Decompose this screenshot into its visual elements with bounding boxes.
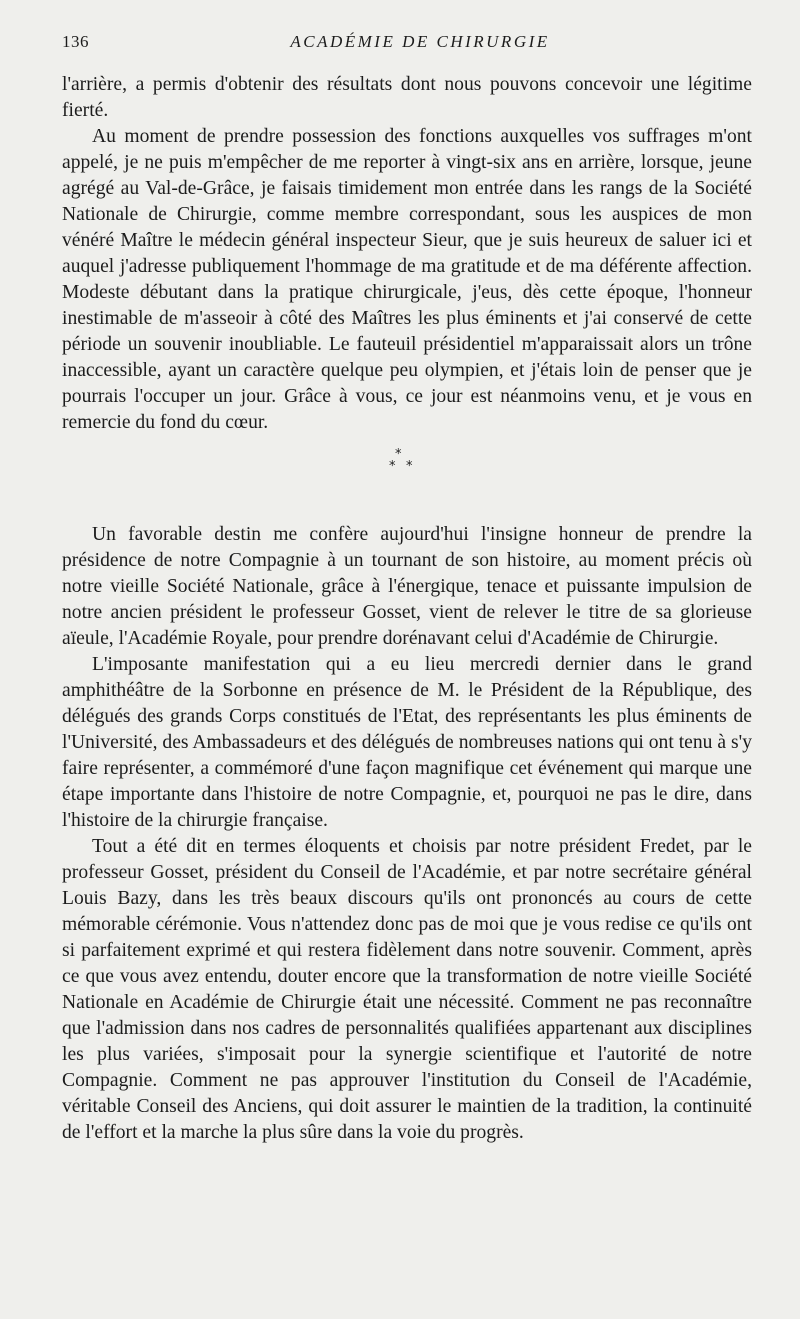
- paragraph-speeches: Tout a été dit en termes éloquents et choisis par notre président Fredet, par le professeur Gosset, président du Conseil de l'Académie, et par notre secrétaire général Louis Bazy, dans les très beaux discours qu'ils ont prononcés au cours de cette mémorable cérémonie. Vous n'attendez donc pas de moi que je vous redise ce qu'ils ont si parfaitement exprimé et qui restera fidèlement dans notre souvenir. Comment, après ce que vous avez entendu, douter encore que la transformation de notre vieille Société Nationale en Académie de Chirurgie était une nécessité. Comment ne pas reconnaître que l'admission dans nos cadres de personnalités qualifiées appartenant aux disciplines les plus variées, s'imposait pour la synergie scientifique et l'autorité de notre Compagnie. Comment ne pas approuver l'institution du Conseil de l'Académie, véritable Conseil des Anciens, qui doit assurer le maintien de la tradition, la continuité de l'effort et la marche la plus sûre dans la voie du progrès.: [62, 836, 752, 1143]
- asterism-star-left: *: [389, 459, 396, 474]
- paragraph-continuation: l'arrière, a permis d'obtenir des résultats dont nous pouvons concevoir une légitime fierté.: [62, 74, 752, 121]
- paragraph-academy-destiny: Un favorable destin me confère aujourd'hui l'insigne honneur de prendre la présidence de notre Compagnie à un tournant de son histoire, au moment précis où notre vieille Société Nationale, grâce à l'énergique, tenace et puissante impulsion de notre ancien président le professeur Gosset, vient de relever le titre de sa glorieuse aïeule, l'Académie Royale, pour prendre dorénavant celui d'Académie de Chirurgie.: [62, 524, 752, 649]
- paragraph-presidency-intro: Au moment de prendre possession des fonctions auxquelles vos suffrages m'ont appelé, je ne puis m'empêcher de me reporter à vingt-six ans en arrière, lorsque, jeune agrégé au Val-de-Grâce, je faisais timidement mon entrée dans les rangs de la Société Nationale de Chirurgie, comme membre correspondant, sous les auspices de mon vénéré Maître le médecin général inspecteur Sieur, que je suis heureux de saluer ici et auquel j'adresse publiquement l'hommage de ma gratitude et de ma déférente affection. Modeste débutant dans la pratique chirurgicale, j'eus, dès cette époque, l'honneur inestimable de m'asseoir à côté des Maîtres les plus éminents et j'ai conservé de cette période un souvenir inoubliable. Le fauteuil présidentiel m'apparaissait alors un trône inaccessible, ayant un caractère quelque peu olympien, et j'étais loin de penser que je pourrais l'occuper un jour. Grâce à vous, ce jour est néanmoins venu, et je vous en remercie du fond du cœur.: [62, 126, 752, 433]
- document-body: [62, 72, 752, 1146]
- asterism-star-right: *: [406, 459, 413, 474]
- section-asterism: [62, 436, 752, 522]
- asterism-star-top: *: [395, 447, 402, 462]
- page-header: [62, 32, 752, 56]
- page-number: 136: [62, 32, 89, 51]
- running-title: ACADÉMIE DE CHIRURGIE: [290, 32, 550, 51]
- paragraph-sorbonne-ceremony: L'imposante manifestation qui a eu lieu mercredi dernier dans le grand amphithéâtre de la Sorbonne en présence de M. le Président de la République, des délégués des grands Corps constitués de l'Etat, des représentants les plus éminents de l'Université, des Ambassadeurs et des délégués de nombreuses nations qui ont tenu à s'y faire représenter, a commémoré d'une façon magnifique cet événement qui marque une étape importante dans l'histoire de notre Compagnie, et, pourquoi ne pas le dire, dans l'histoire de la chirurgie française.: [62, 654, 752, 831]
